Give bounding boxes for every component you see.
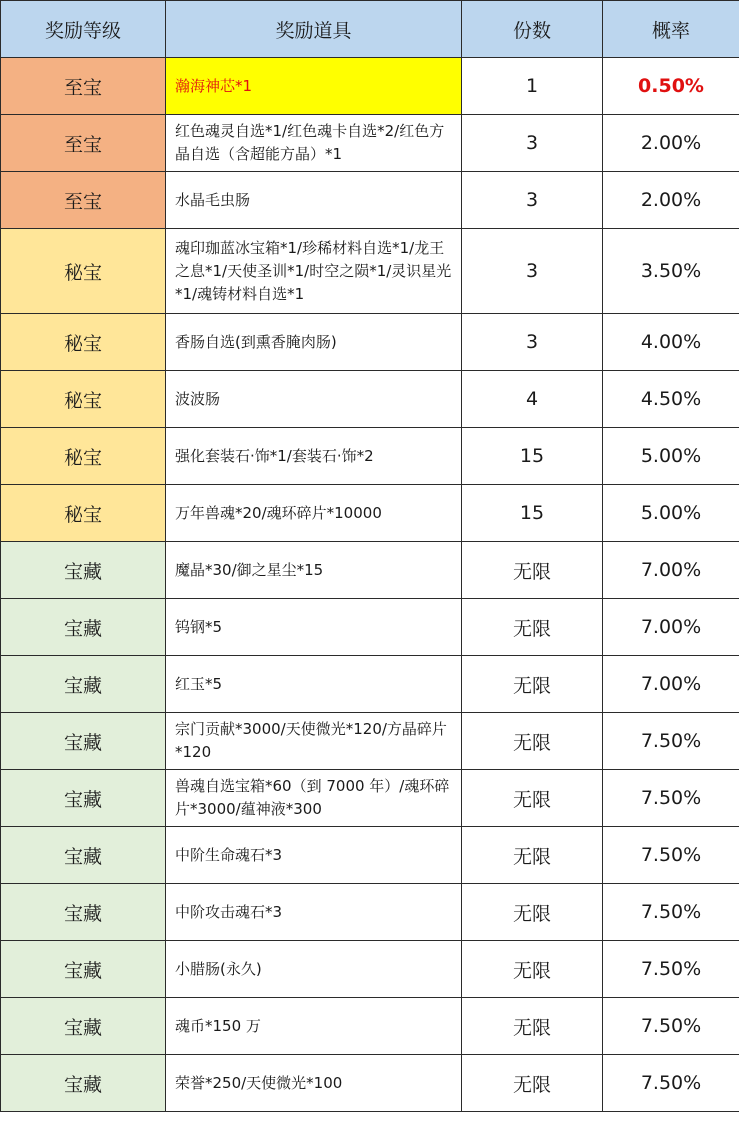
prob-cell: 7.50% [603,713,739,770]
table-row [1,827,739,884]
table-row [1,172,739,229]
item-cell: 荣誉*250/天使微光*100 [166,1055,462,1112]
item-cell: 强化套装石·饰*1/套装石·饰*2 [166,428,462,485]
table-row [1,884,739,941]
level-cell: 宝藏 [1,1055,166,1112]
count-cell: 3 [462,314,603,371]
prob-cell: 4.50% [603,371,739,428]
item-cell: 钨钢*5 [166,599,462,656]
prob-cell: 4.00% [603,314,739,371]
table-row [1,656,739,713]
prob-cell: 7.00% [603,599,739,656]
count-cell: 无限 [462,542,603,599]
header-prob: 概率 [603,1,739,58]
count-cell: 无限 [462,827,603,884]
item-cell: 中阶攻击魂石*3 [166,884,462,941]
level-cell: 宝藏 [1,941,166,998]
item-cell: 红玉*5 [166,656,462,713]
prob-cell: 7.00% [603,542,739,599]
level-cell: 宝藏 [1,770,166,827]
item-cell: 中阶生命魂石*3 [166,827,462,884]
level-cell: 至宝 [1,58,166,115]
level-cell: 宝藏 [1,599,166,656]
item-cell: 瀚海神芯*1 [166,58,462,115]
item-cell: 红色魂灵自选*1/红色魂卡自选*2/红色方晶自选（含超能方晶）*1 [166,115,462,172]
count-cell: 无限 [462,998,603,1055]
count-cell: 无限 [462,941,603,998]
item-cell: 魂印珈蓝冰宝箱*1/珍稀材料自选*1/龙王之息*1/天使圣训*1/时空之陨*1/灵识星光*1/魂铸材料自选*1 [166,229,462,314]
prob-cell: 7.50% [603,941,739,998]
table-row [1,770,739,827]
header-item: 奖励道具 [166,1,462,58]
item-cell: 兽魂自选宝箱*60（到 7000 年）/魂环碎片*3000/蕴神液*300 [166,770,462,827]
item-cell: 宗门贡献*3000/天使微光*120/方晶碎片*120 [166,713,462,770]
table-row [1,599,739,656]
prob-cell: 2.00% [603,172,739,229]
level-cell: 宝藏 [1,713,166,770]
prob-cell: 7.50% [603,827,739,884]
table-row [1,58,739,115]
count-cell: 无限 [462,656,603,713]
table-row [1,941,739,998]
prob-cell: 7.00% [603,656,739,713]
prob-cell: 7.50% [603,884,739,941]
prob-cell: 2.00% [603,115,739,172]
table-row [1,542,739,599]
level-cell: 秘宝 [1,371,166,428]
header-level: 奖励等级 [1,1,166,58]
level-cell: 宝藏 [1,998,166,1055]
table-row [1,229,739,314]
level-cell: 宝藏 [1,827,166,884]
table-row [1,485,739,542]
table-row [1,998,739,1055]
table-row [1,314,739,371]
table-row [1,115,739,172]
level-cell: 宝藏 [1,656,166,713]
item-cell: 小腊肠(永久) [166,941,462,998]
count-cell: 无限 [462,770,603,827]
prob-cell: 7.50% [603,770,739,827]
level-cell: 秘宝 [1,428,166,485]
prob-cell: 0.50% [603,58,739,115]
table-row [1,713,739,770]
prob-cell: 7.50% [603,998,739,1055]
item-cell: 香肠自选(到熏香腌肉肠) [166,314,462,371]
count-cell: 无限 [462,1055,603,1112]
item-cell: 魂币*150 万 [166,998,462,1055]
count-cell: 无限 [462,884,603,941]
prob-cell: 5.00% [603,428,739,485]
count-cell: 3 [462,172,603,229]
count-cell: 4 [462,371,603,428]
header-row [1,1,739,58]
prob-cell: 5.00% [603,485,739,542]
count-cell: 15 [462,428,603,485]
item-cell: 魔晶*30/御之星尘*15 [166,542,462,599]
count-cell: 15 [462,485,603,542]
prob-cell: 3.50% [603,229,739,314]
count-cell: 3 [462,115,603,172]
table-row [1,1055,739,1112]
level-cell: 至宝 [1,172,166,229]
level-cell: 秘宝 [1,485,166,542]
level-cell: 秘宝 [1,314,166,371]
item-cell: 水晶毛虫肠 [166,172,462,229]
table-row [1,428,739,485]
count-cell: 无限 [462,713,603,770]
item-cell: 波波肠 [166,371,462,428]
count-cell: 无限 [462,599,603,656]
item-cell: 万年兽魂*20/魂环碎片*10000 [166,485,462,542]
table-row [1,371,739,428]
level-cell: 秘宝 [1,229,166,314]
level-cell: 宝藏 [1,884,166,941]
count-cell: 1 [462,58,603,115]
prob-cell: 7.50% [603,1055,739,1112]
level-cell: 至宝 [1,115,166,172]
header-count: 份数 [462,1,603,58]
count-cell: 3 [462,229,603,314]
level-cell: 宝藏 [1,542,166,599]
